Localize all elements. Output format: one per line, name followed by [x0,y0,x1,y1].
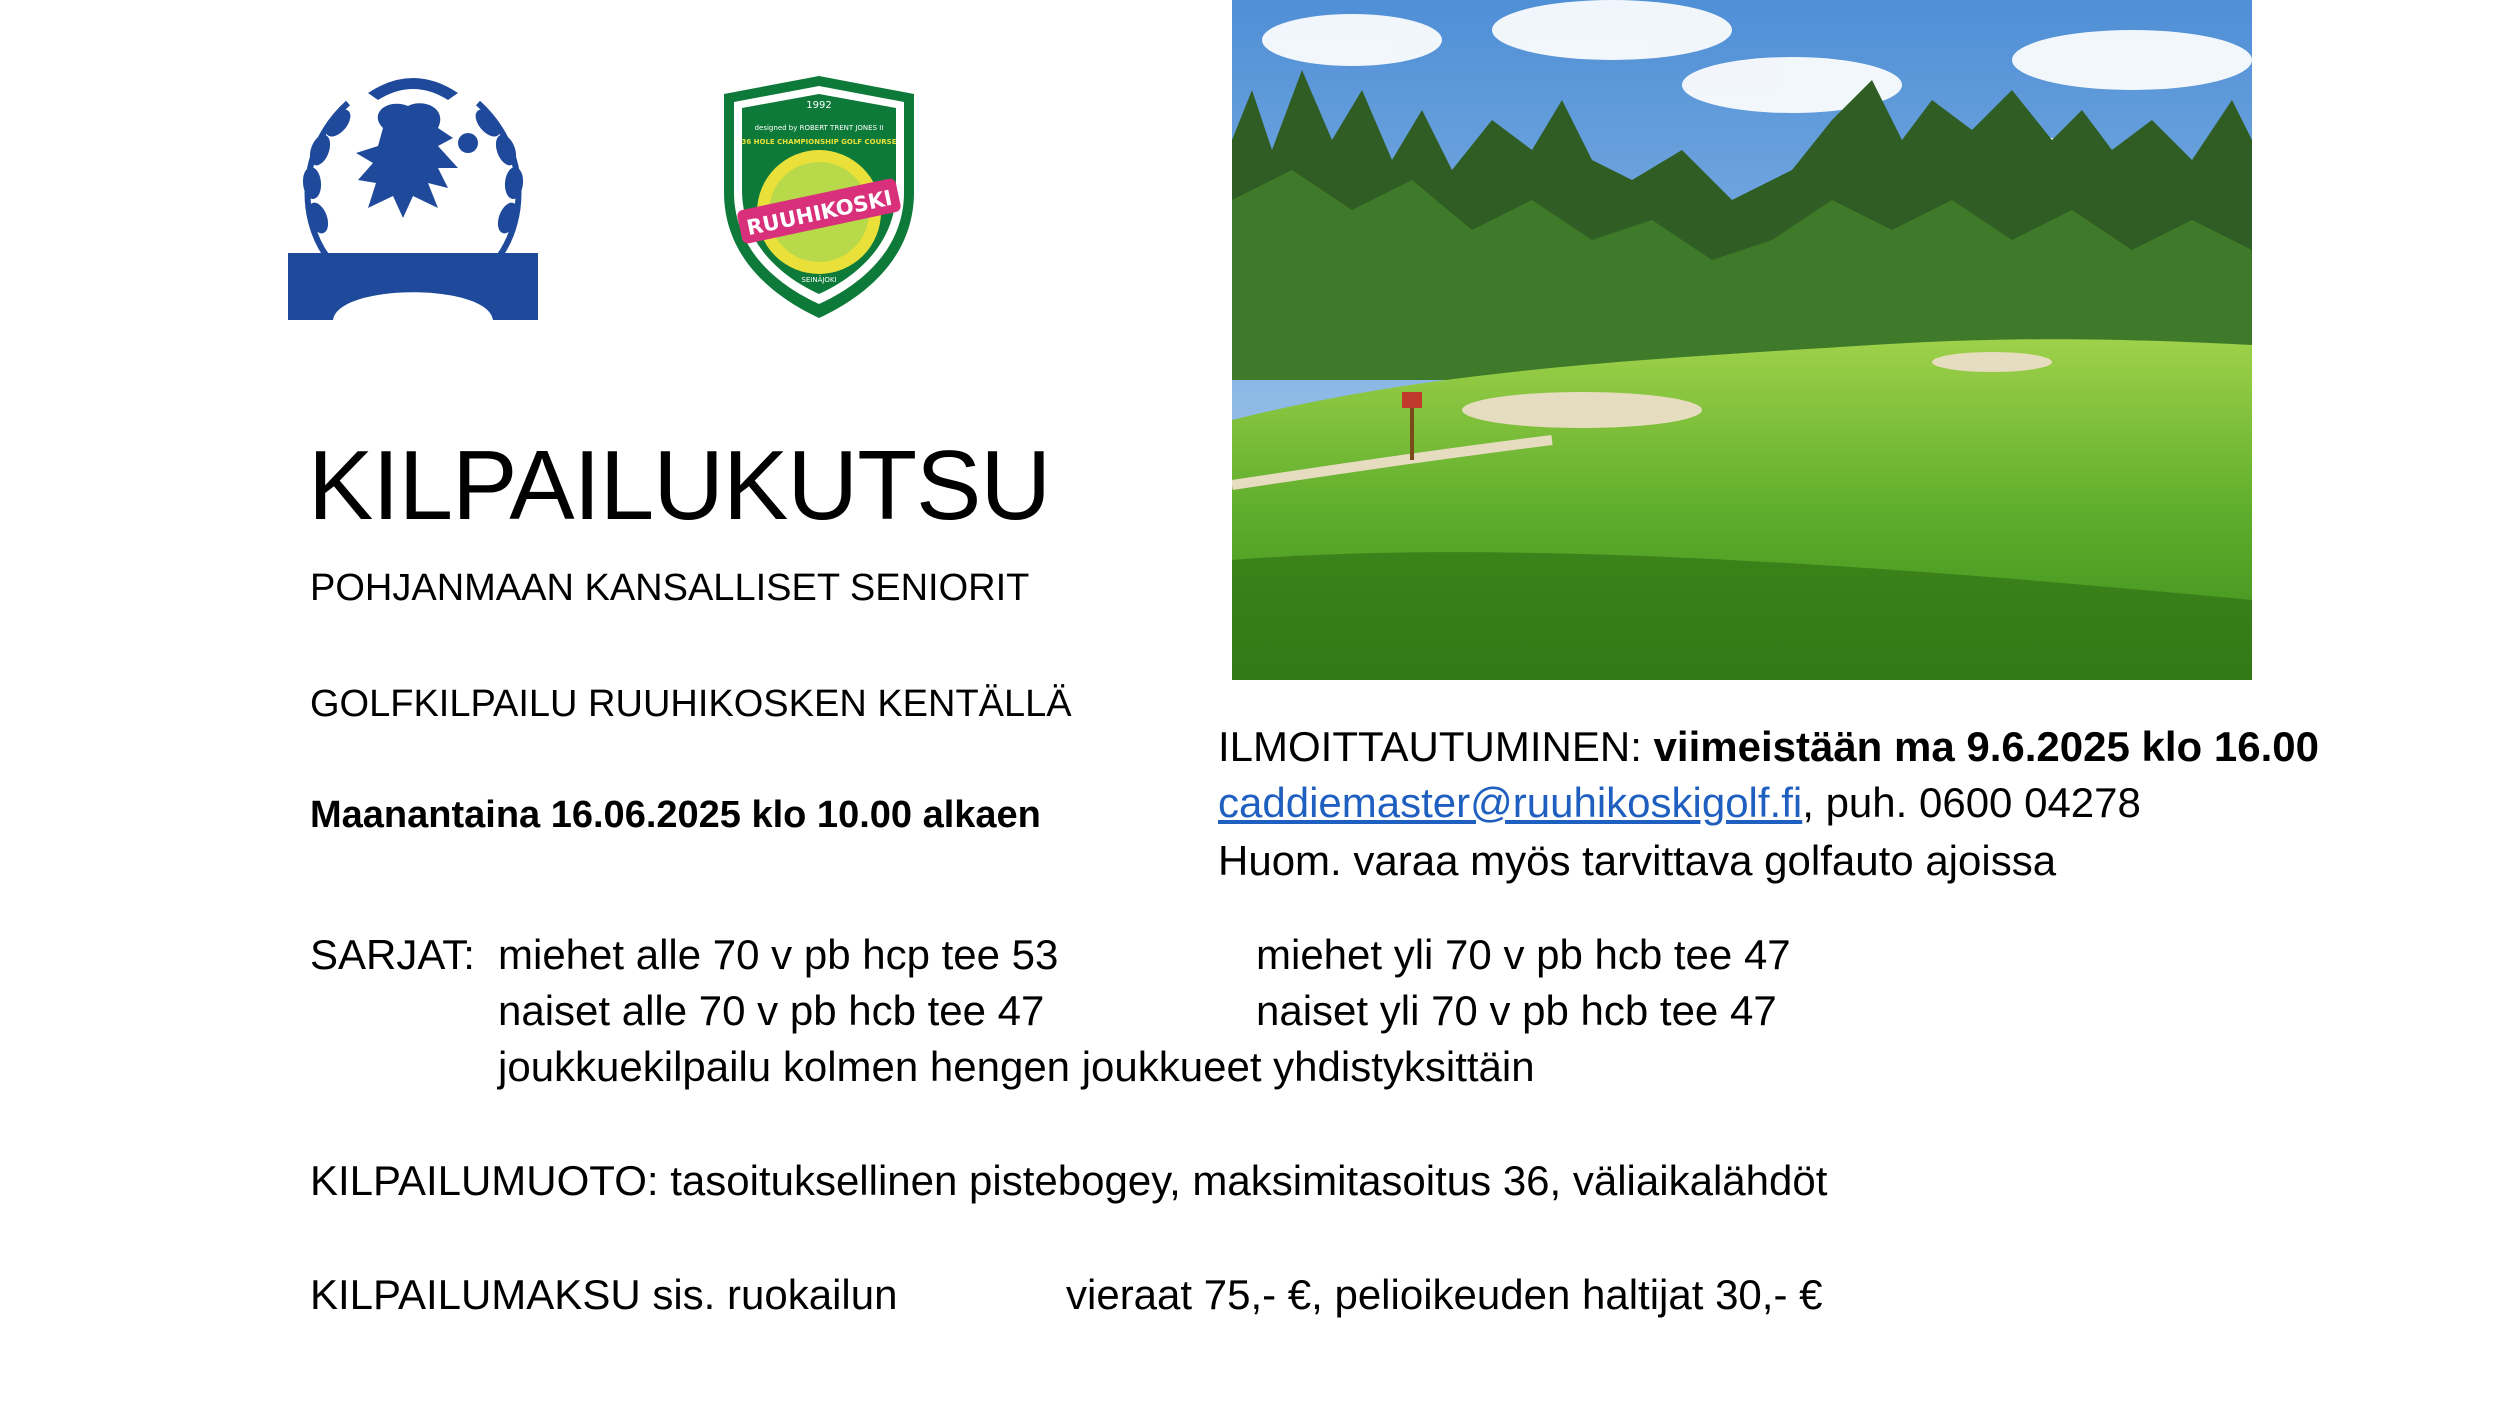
event-text: GOLFKILPAILU RUUHIKOSKEN KENTÄLLÄ [310,683,1072,725]
series-label: SARJAT: [310,931,475,978]
golf-course-photo [1232,0,2252,680]
organizer-text: POHJANMAAN KANSALLISET SENIORIT [310,567,1030,609]
ruuhikoski-golf-badge-icon [718,72,920,322]
registration-contact [1218,778,2141,828]
badge-name: RUUHIKOSKI [744,185,895,241]
badge-town: SEINÄJOKI [801,276,837,284]
series-women-over-70: naiset yli 70 v pb hcb tee 47 [1256,987,1777,1034]
registration-deadline: viimeistään ma 9.6.2025 klo 16.00 [1653,723,2319,770]
badge-designer: designed by ROBERT TRENT JONES II [754,124,884,132]
series-team: joukkuekilpailu kolmen hengen joukkueet yhdistyksittäin [498,1043,1535,1090]
ruuhikoski-golf-logo [718,72,920,322]
registration-note: Huom. varaa myös tarvittava golfauto ajoissa [1218,837,2057,884]
lion-crest-logo [288,68,538,320]
event-date: Maanantaina 16.06.2025 klo 10.00 alkaen [310,794,1041,836]
registration-line [1218,722,2319,772]
registration-label: ILMOITTAUTUMINEN: [1218,723,1654,770]
caddiemaster-email-link[interactable]: caddiemaster@ruuhikoskigolf.fi [1218,779,1803,826]
series-men-over-70: miehet yli 70 v pb hcb tee 47 [1256,931,1791,978]
series-men-under-70: miehet alle 70 v pb hcp tee 53 [498,931,1059,978]
invitation-title: KILPAILUKUTSU [308,430,1051,540]
badge-year: 1992 [806,100,832,111]
fee-amounts: vieraat 75,- €, pelioikeuden haltijat 30,- € [1066,1271,1823,1318]
competition-format: KILPAILUMUOTO: tasoituksellinen pistebogey, maksimitasoitus 36, väliaikalähdöt [310,1157,1828,1204]
fee-label: KILPAILUMAKSU sis. ruokailun [310,1271,898,1318]
lion-crest-emblem-icon [288,68,538,320]
series-women-under-70: naiset alle 70 v pb hcb tee 47 [498,987,1045,1034]
badge-course: 36 HOLE CHAMPIONSHIP GOLF COURSE [741,138,897,146]
registration-phone: , puh. 0600 04278 [1802,779,2141,826]
